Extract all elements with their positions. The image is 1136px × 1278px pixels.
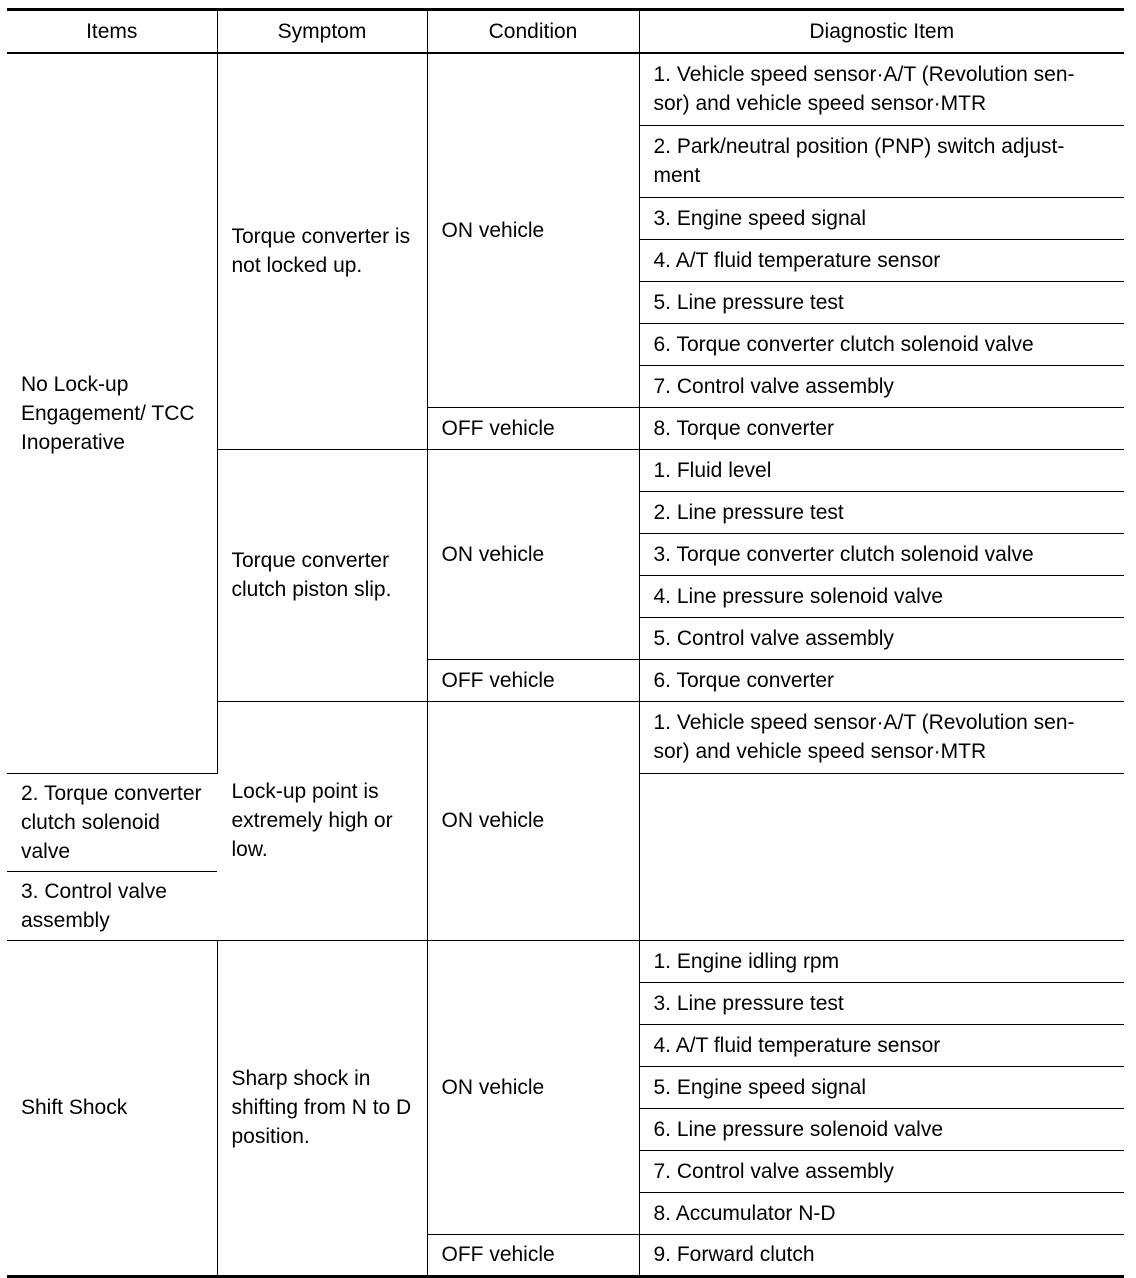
item-cell: Shift Shock — [7, 940, 217, 1276]
diagnostic-item: 8. Torque converter — [639, 407, 1124, 449]
diagnostic-item: 8. Accumulator N-D — [639, 1192, 1124, 1234]
diagnostic-item: 1. Vehicle speed sensor·A/T (Revolution sen-sor) and vehicle speed sensor·MTR — [639, 53, 1124, 125]
diagnostic-item: 3. Engine speed signal — [639, 197, 1124, 239]
condition-cell: OFF vehicle — [427, 1234, 639, 1276]
diagnosis-table — [7, 8, 1124, 1278]
header-row — [7, 10, 1124, 54]
table-row — [7, 53, 1124, 125]
condition-cell: OFF vehicle — [427, 407, 639, 449]
diagnostic-item: 6. Line pressure solenoid valve — [639, 1108, 1124, 1150]
header-condition: Condition — [427, 10, 639, 54]
symptom-cell: Torque converter is not locked up. — [217, 53, 427, 449]
diagnostic-item: 6. Torque converter — [639, 659, 1124, 701]
symptom-cell: Sharp shock in shifting from N to D position. — [217, 940, 427, 1276]
diagnostic-item: 2. Torque converter clutch solenoid valve — [7, 773, 217, 871]
diagnostic-item: 3. Torque converter clutch solenoid valve — [639, 533, 1124, 575]
symptom-cell: Lock-up point is extremely high or low. — [217, 701, 427, 940]
diagnostic-item: 1. Vehicle speed sensor·A/T (Revolution sen-sor) and vehicle speed sensor·MTR — [639, 701, 1124, 773]
header-items: Items — [7, 10, 217, 54]
diagnostic-item: 4. A/T fluid temperature sensor — [639, 239, 1124, 281]
diagnostic-item: 1. Engine idling rpm — [639, 940, 1124, 982]
diagnostic-item: 6. Torque converter clutch solenoid valve — [639, 323, 1124, 365]
diagnostic-item: 9. Forward clutch — [639, 1234, 1124, 1276]
diagnostic-item: 3. Line pressure test — [639, 982, 1124, 1024]
header-diagnostic-item: Diagnostic Item — [639, 10, 1124, 54]
condition-cell: ON vehicle — [427, 701, 639, 940]
diagnostic-item: 3. Control valve assembly — [7, 871, 217, 940]
diagnostic-item: 7. Control valve assembly — [639, 365, 1124, 407]
diagnostic-item: 4. Line pressure solenoid valve — [639, 575, 1124, 617]
table-row — [7, 940, 1124, 982]
diagnostic-item: 1. Fluid level — [639, 449, 1124, 491]
diagnostic-item: 5. Engine speed signal — [639, 1066, 1124, 1108]
diagnostic-item: 2. Line pressure test — [639, 491, 1124, 533]
condition-cell: OFF vehicle — [427, 659, 639, 701]
condition-cell: ON vehicle — [427, 449, 639, 659]
condition-cell: ON vehicle — [427, 940, 639, 1234]
condition-cell: ON vehicle — [427, 53, 639, 407]
header-symptom: Symptom — [217, 10, 427, 54]
diagnostic-item: 2. Park/neutral position (PNP) switch adjust-ment — [639, 125, 1124, 197]
diagnostic-item: 7. Control valve assembly — [639, 1150, 1124, 1192]
diagnostic-item: 5. Control valve assembly — [639, 617, 1124, 659]
diagnostic-item: 5. Line pressure test — [639, 281, 1124, 323]
diagnostic-item: 4. A/T fluid temperature sensor — [639, 1024, 1124, 1066]
symptom-cell: Torque converter clutch piston slip. — [217, 449, 427, 701]
item-cell: No Lock-up Engagement/ TCC Inoperative — [7, 53, 217, 773]
